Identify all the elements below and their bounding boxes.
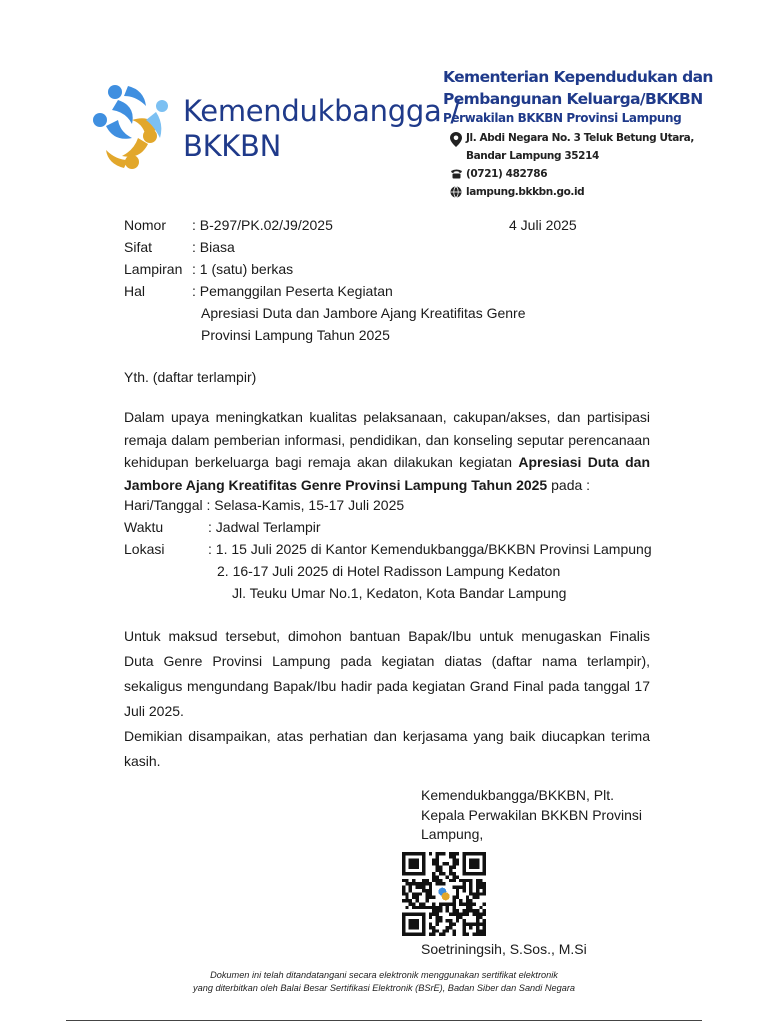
meta-row-lampiran — [124, 258, 526, 280]
meta-label: Lampiran — [124, 261, 183, 277]
p1-event-name: Apresiasi Duta dan Jambore Ajang Kreatifitas Genre Provinsi Lampung Tahun 2025 — [124, 454, 650, 493]
website-row — [450, 186, 694, 204]
contact-block — [450, 132, 694, 204]
p1-end: pada : — [547, 476, 591, 493]
meta-label: Sifat — [124, 239, 153, 255]
p1-start: Dalam upaya meningkatkan kualitas pelaksanaan, cakupan/akses, dan partisipasi remaja dalam pemberian informasi, pendidikan, dan konseling seputar perencanaan kehidupan berkeluarga bagi remaja akan dilakukan kegiatan — [124, 409, 650, 470]
detail-label: Lokasi — [124, 541, 165, 557]
subject-line-3: Provinsi Lampung Tahun 2025 — [201, 327, 390, 343]
ministry-line-1: Kementerian Kependudukan dan — [443, 68, 713, 86]
globe-icon — [450, 186, 466, 201]
detail-waktu — [124, 516, 652, 538]
meta-row-hal — [124, 280, 526, 302]
signature-line-1: Kemendukbangga/BKKBN, Plt. — [421, 787, 615, 803]
website-link[interactable]: lampung.bkkbn.go.id — [466, 186, 585, 198]
signature-line-3: Lampung, — [421, 826, 484, 842]
detail-hari: Hari/Tanggal : Selasa-Kamis, 15-17 Juli 2025 — [124, 497, 405, 513]
meta-row-sifat — [124, 236, 526, 258]
body-paragraph-3: Demikian disampaikan, atas perhatian dan kerjasama yang baik diucapkan terima kasih. — [124, 728, 650, 769]
phone-number: (0721) 482786 — [466, 168, 548, 180]
location-pin-icon — [450, 132, 466, 150]
logo-line-2: BKKBN — [183, 129, 282, 163]
ministry-line-2: Pembangunan Keluarga/BKKBN — [443, 90, 703, 108]
meta-value: : B-297/PK.02/J9/2025 — [192, 217, 333, 233]
letter-meta — [124, 214, 526, 346]
signature-line-2: Kepala Perwakilan BKKBN Provinsi — [421, 806, 642, 823]
detail-lokasi — [124, 538, 652, 560]
footer-line-1: Dokumen ini telah ditandatangani secara elektronik menggunakan sertifikat elektronik — [210, 970, 558, 980]
recipient-line: Yth. (daftar terlampir) — [124, 369, 257, 385]
address-row — [450, 132, 694, 150]
meta-value: : Pemanggilan Peserta Kegiatan — [192, 283, 393, 299]
meta-value: : 1 (satu) berkas — [192, 261, 294, 277]
letter-date: 4 Juli 2025 — [509, 217, 577, 233]
event-details — [124, 494, 652, 604]
qr-code-icon — [402, 852, 486, 936]
detail-lokasi-2: 2. 16-17 Juli 2025 di Hotel Radisson Lampung Kedaton — [217, 563, 561, 579]
meta-label: Hal — [124, 283, 146, 299]
detail-value: : Jadwal Terlampir — [208, 519, 321, 535]
detail-value: : 1. 15 Juli 2025 di Kantor Kemendukbangga/BKKBN Provinsi Lampung — [208, 541, 652, 557]
detail-lokasi-3: Jl. Teuku Umar No.1, Kedaton, Kota Bandar Lampung — [232, 585, 567, 601]
footer-line-2: yang diterbitkan oleh Balai Besar Sertifikasi Elektronik (BSrE), Badan Siber dan Sandi Negara — [193, 982, 575, 993]
address-line-2: Bandar Lampung 35214 — [466, 150, 599, 162]
body-paragraph-2: Untuk maksud tersebut, dimohon bantuan Bapak/Ibu untuk menugaskan Finalis Duta Genre Provinsi Lampung pada kegiatan diatas (daftar nama terlampir), sekaligus mengundang Bapak/Ibu hadir pada kegiatan Grand Final pada tanggal 17 Juli 2025. — [124, 628, 650, 719]
logo-line-1: Kemendukbangga / — [183, 94, 460, 128]
meta-row-nomor — [124, 214, 526, 236]
phone-icon — [450, 168, 466, 182]
signer-name: Soetriningsih, S.Sos., M.Si — [421, 941, 587, 957]
e-signature-footer — [0, 969, 768, 994]
ministry-line-3: Perwakilan BKKBN Provinsi Lampung — [443, 111, 682, 125]
phone-row — [450, 168, 694, 186]
signature-block — [421, 786, 661, 845]
logo-wordmark — [183, 94, 460, 164]
bkkbn-logo-icon — [88, 80, 176, 172]
address-line-1: Jl. Abdi Negara No. 3 Teluk Betung Utara, — [466, 132, 694, 144]
body-paragraph-1 — [124, 406, 650, 496]
subject-line-2: Apresiasi Duta dan Jambore Ajang Kreatifitas Genre — [201, 305, 526, 321]
detail-label: Waktu — [124, 519, 164, 535]
ministry-heading — [443, 66, 713, 127]
bottom-divider — [66, 1020, 702, 1021]
meta-label: Nomor — [124, 217, 167, 233]
meta-value: : Biasa — [192, 239, 235, 255]
